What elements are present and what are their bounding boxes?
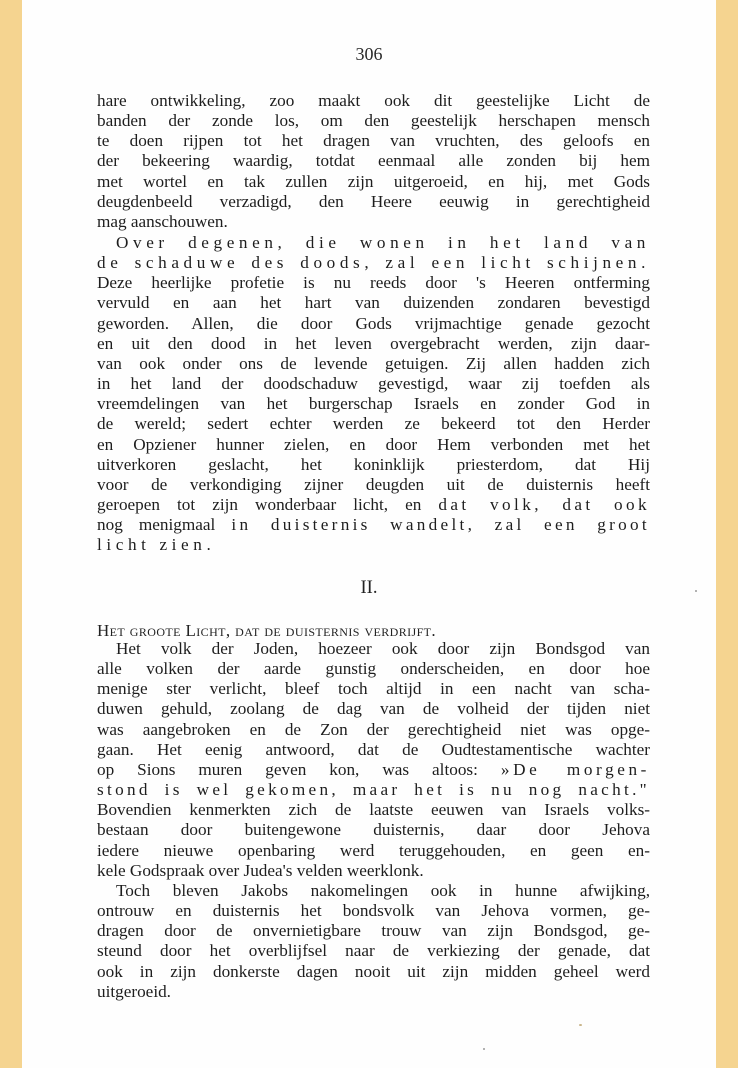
text-line: met wortel en tak zullen zijn uitgeroeid, en hij, met Gods — [97, 171, 650, 191]
text-line: mag aanschouwen. — [97, 211, 228, 231]
text-line: deugdenbeeld verzadigd, den Heere eeuwig in gerechtigheid — [97, 191, 650, 211]
text-line: gaan. Het eenig antwoord, dat de Oudtestamentische wachter — [97, 739, 650, 759]
spaced-quote-line: de schaduwe des doods, zal een licht schijnen. — [97, 253, 650, 273]
text-line: alle volken der aarde gunstig onderscheiden, en door hoe — [97, 659, 650, 679]
text-line: in het land der doodschaduw gevestigd, waar zij toefden als — [97, 374, 650, 394]
text-line: Toch bleven Jakobs nakomelingen ook in hunne afwijking, — [116, 881, 650, 900]
spaced-quote-line: Over degenen, die wonen in het land van — [116, 233, 650, 252]
spaced-span: dat volk, dat ook — [438, 495, 650, 515]
text-span: op Sions muren geven kon, was altoos: — [97, 759, 501, 779]
text-line: duwen gehuld, zoolang de dag van de volheid der tijden niet — [97, 699, 650, 719]
paper-speck — [695, 590, 697, 592]
text-line: te doen rijpen tot het dragen van vruchten, des geloofs en — [97, 131, 650, 151]
spaced-span: »De morgen- — [500, 759, 651, 779]
text-line: banden der zonde los, om den geestelijk herschapen mensch — [97, 111, 650, 131]
text-line: van ook onder ons de levende getuigen. Zij allen hadden zich — [97, 353, 650, 373]
text-span: nog menigmaal — [97, 515, 232, 535]
text-line: Deze heerlijke profetie is nu reeds door 's Heeren ontferming — [97, 273, 650, 293]
text-line: hare ontwikkeling, zoo maakt ook dit geestelijke Licht de — [97, 91, 650, 110]
text-line: dragen door de onvernietigbare trouw van zijn Bondsgod, ge- — [97, 921, 650, 941]
text-line: en uit den dood in het leven overgebracht werden, zijn daar- — [97, 333, 650, 353]
text-line: Het volk der Joden, hoezeer ook door zijn Bondsgod van — [116, 639, 650, 658]
book-page — [22, 0, 716, 1068]
text-line-mixed — [97, 515, 650, 535]
paragraph-prophecy — [97, 233, 650, 556]
text-line: geworden. Allen, die door Gods vrijmachtige genade gezocht — [97, 313, 650, 333]
paragraph-jews — [97, 639, 650, 881]
text-line: Bovendien kenmerkten zich de laatste eeuwen van Israels volks- — [97, 800, 650, 820]
spaced-quote-line: licht zien. — [97, 535, 216, 555]
spaced-quote-line: stond is wel gekomen, maar het is nu nog nacht." — [97, 780, 650, 800]
text-line: vreemdelingen van het burgerschap Israels en zonder God in — [97, 394, 650, 414]
text-line: ook in zijn donkerste dagen nooit uit zijn midden geheel werd — [97, 961, 650, 981]
section-number: II. — [360, 578, 378, 598]
spaced-span: in duisternis wandelt, zal een groot — [231, 515, 650, 535]
text-line: en Opziener hunner zielen, en door Hem verbonden met het — [97, 434, 650, 454]
section-title: Het groote Licht, dat de duisternis verdrijft. — [97, 621, 437, 640]
text-line: was aangebroken en de Zon der gerechtigheid niet was opge- — [97, 719, 650, 739]
paper-speck — [483, 1048, 485, 1050]
text-line: de wereld; sedert echter werden ze bekeerd tot den Herder — [97, 414, 650, 434]
text-line: uitgeroeid. — [97, 981, 171, 1001]
page-number: 306 — [355, 44, 383, 64]
text-span: geroepen tot zijn wonderbaar licht, en — [97, 495, 439, 515]
text-line-mixed — [97, 495, 650, 515]
text-line: kele Godspraak over Judea's velden weerklonk. — [97, 860, 424, 880]
text-line: der bekeering waardig, totdat eenmaal alle zonden bij hem — [97, 151, 650, 171]
paragraph-continuation — [97, 91, 650, 232]
text-line: vervuld en aan het hart van duizenden zondaren bevestigd — [97, 293, 650, 313]
text-line: uitverkoren geslacht, het koninklijk priesterdom, dat Hij — [97, 454, 650, 474]
text-line: steund door het overblijfsel naar de verkiezing der genade, dat — [97, 941, 650, 961]
paragraph-jacob — [97, 881, 650, 1002]
text-line: bestaan door buitengewone duisternis, daar door Jehova — [97, 820, 650, 840]
text-line: iedere nieuwe openbaring werd teruggehouden, en geen en- — [97, 840, 650, 860]
text-line: voor de verkondiging zijner deugden uit de duisternis heeft — [97, 474, 650, 494]
paper-speck — [579, 1024, 582, 1026]
text-line: ontrouw en duisternis het bondsvolk van Jehova vormen, ge- — [97, 901, 650, 921]
text-line-mixed — [97, 760, 650, 780]
text-line: menige ster verlicht, bleef toch altijd in een nacht van scha- — [97, 679, 650, 699]
